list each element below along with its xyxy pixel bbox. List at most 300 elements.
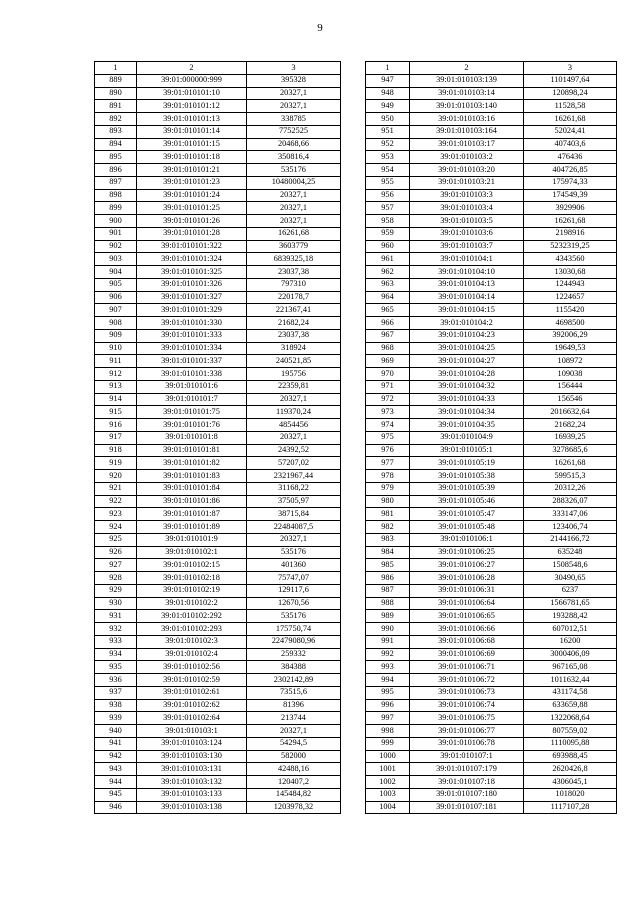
- table-row: [95, 788, 341, 801]
- cadastral-number-cell: 39:01:010102:15: [137, 559, 247, 572]
- table-row: [95, 725, 341, 738]
- table-row: [366, 674, 617, 687]
- value-cell: 10480004,25: [247, 176, 341, 189]
- table-row: [366, 788, 617, 801]
- value-cell: 195756: [247, 368, 341, 381]
- cadastral-number-cell: 39:01:010102:61: [137, 686, 247, 699]
- cadastral-number-cell: 39:01:010101:13: [137, 113, 247, 126]
- value-cell: 20327,1: [247, 202, 341, 215]
- table-row: [95, 164, 341, 177]
- cadastral-number-cell: 39:01:010106:69: [410, 648, 524, 661]
- value-cell: 599515,3: [524, 470, 617, 483]
- table-row: [95, 215, 341, 228]
- cadastral-number-cell: 39:01:010101:324: [137, 253, 247, 266]
- cadastral-number-cell: 39:01:010103:130: [137, 750, 247, 763]
- table-row: [366, 189, 617, 202]
- row-number-cell: 942: [95, 750, 137, 763]
- cadastral-number-cell: 39:01:010101:28: [137, 227, 247, 240]
- row-number-cell: 932: [95, 623, 137, 636]
- value-cell: 120898,24: [524, 87, 617, 100]
- value-cell: 1566781,65: [524, 597, 617, 610]
- row-number-cell: 917: [95, 431, 137, 444]
- table-row: [366, 495, 617, 508]
- value-cell: 2144166,72: [524, 533, 617, 546]
- cadastral-number-cell: 39:01:010102:4: [137, 648, 247, 661]
- value-cell: 4343560: [524, 253, 617, 266]
- table-row: [95, 699, 341, 712]
- row-number-cell: 1002: [366, 776, 410, 789]
- cadastral-number-cell: 39:01:010101:10: [137, 87, 247, 100]
- table-row: [366, 750, 617, 763]
- cadastral-number-cell: 39:01:010103:16: [410, 113, 524, 126]
- row-number-cell: 1004: [366, 801, 410, 814]
- row-number-cell: 893: [95, 125, 137, 138]
- row-number-cell: 890: [95, 87, 137, 100]
- cadastral-number-cell: 39:01:010103:140: [410, 100, 524, 113]
- row-number-cell: 957: [366, 202, 410, 215]
- cadastral-number-cell: 39:01:000000:999: [137, 74, 247, 87]
- value-cell: 1101497,64: [524, 74, 617, 87]
- row-number-cell: 996: [366, 699, 410, 712]
- cadastral-number-cell: 39:01:010101:26: [137, 215, 247, 228]
- row-number-cell: 946: [95, 801, 137, 814]
- value-cell: 175974,33: [524, 176, 617, 189]
- row-number-cell: 959: [366, 227, 410, 240]
- value-cell: 635248: [524, 546, 617, 559]
- value-cell: 73515,6: [247, 686, 341, 699]
- value-cell: 1508548,6: [524, 559, 617, 572]
- table-row: [95, 419, 341, 432]
- table-row: [95, 393, 341, 406]
- cadastral-number-cell: 39:01:010101:7: [137, 393, 247, 406]
- value-cell: 21682,24: [247, 317, 341, 330]
- value-cell: 123406,74: [524, 521, 617, 534]
- table-row: [366, 457, 617, 470]
- value-cell: 22479080,96: [247, 635, 341, 648]
- table-row: [95, 482, 341, 495]
- value-cell: 333147,06: [524, 508, 617, 521]
- row-number-cell: 928: [95, 572, 137, 585]
- table-row: [95, 559, 341, 572]
- table-row: [366, 113, 617, 126]
- table-row: [366, 431, 617, 444]
- cadastral-number-cell: 39:01:010103:20: [410, 164, 524, 177]
- value-cell: 31168,22: [247, 482, 341, 495]
- row-number-cell: 985: [366, 559, 410, 572]
- row-number-cell: 952: [366, 138, 410, 151]
- cadastral-number-cell: 39:01:010106:72: [410, 674, 524, 687]
- value-cell: 108972: [524, 355, 617, 368]
- value-cell: 3929906: [524, 202, 617, 215]
- value-cell: 607012,51: [524, 623, 617, 636]
- cadastral-number-cell: 39:01:010106:25: [410, 546, 524, 559]
- cadastral-number-cell: 39:01:010103:17: [410, 138, 524, 151]
- cadastral-number-cell: 39:01:010101:82: [137, 457, 247, 470]
- row-number-cell: 930: [95, 597, 137, 610]
- row-number-cell: 949: [366, 100, 410, 113]
- cadastral-number-cell: 39:01:010101:25: [137, 202, 247, 215]
- table-row: [366, 253, 617, 266]
- row-number-cell: 898: [95, 189, 137, 202]
- column-header: 1: [366, 62, 410, 75]
- row-number-cell: 960: [366, 240, 410, 253]
- cadastral-number-cell: 39:01:010103:139: [410, 74, 524, 87]
- table-row: [95, 648, 341, 661]
- row-number-cell: 997: [366, 712, 410, 725]
- row-number-cell: 906: [95, 291, 137, 304]
- table-row: [366, 444, 617, 457]
- cadastral-number-cell: 39:01:010101:75: [137, 406, 247, 419]
- table-row: [95, 406, 341, 419]
- table-row: [366, 635, 617, 648]
- cadastral-number-cell: 39:01:010107:181: [410, 801, 524, 814]
- cadastral-number-cell: 39:01:010101:329: [137, 304, 247, 317]
- value-cell: 535176: [247, 610, 341, 623]
- cadastral-number-cell: 39:01:010103:4: [410, 202, 524, 215]
- row-number-cell: 945: [95, 788, 137, 801]
- table-row: [95, 266, 341, 279]
- table-row: [366, 317, 617, 330]
- table-row: [95, 100, 341, 113]
- row-number-cell: 951: [366, 125, 410, 138]
- column-header: 3: [247, 62, 341, 75]
- table-row: [366, 725, 617, 738]
- cadastral-number-cell: 39:01:010103:6: [410, 227, 524, 240]
- table-row: [95, 470, 341, 483]
- value-cell: 318924: [247, 342, 341, 355]
- value-cell: 193288,42: [524, 610, 617, 623]
- value-cell: 24392,52: [247, 444, 341, 457]
- cadastral-number-cell: 39:01:010102:1: [137, 546, 247, 559]
- cadastral-number-cell: 39:01:010105:38: [410, 470, 524, 483]
- row-number-cell: 961: [366, 253, 410, 266]
- value-cell: 1011632,44: [524, 674, 617, 687]
- cadastral-number-cell: 39:01:010104:14: [410, 291, 524, 304]
- cadastral-number-cell: 39:01:010104:15: [410, 304, 524, 317]
- row-number-cell: 941: [95, 737, 137, 750]
- cadastral-number-cell: 39:01:010105:19: [410, 457, 524, 470]
- row-number-cell: 931: [95, 610, 137, 623]
- cadastral-number-cell: 39:01:010105:39: [410, 482, 524, 495]
- cadastral-number-cell: 39:01:010101:333: [137, 329, 247, 342]
- table-row: [366, 648, 617, 661]
- cadastral-number-cell: 39:01:010103:2: [410, 151, 524, 164]
- cadastral-number-cell: 39:01:010103:131: [137, 763, 247, 776]
- table-row: [95, 304, 341, 317]
- cadastral-number-cell: 39:01:010106:68: [410, 635, 524, 648]
- row-number-cell: 905: [95, 278, 137, 291]
- table-row: [366, 87, 617, 100]
- cadastral-number-cell: 39:01:010106:77: [410, 725, 524, 738]
- table-row: [95, 125, 341, 138]
- table-header-row: [95, 62, 341, 75]
- cadastral-number-cell: 39:01:010103:21: [410, 176, 524, 189]
- table-row: [95, 138, 341, 151]
- value-cell: 404726,85: [524, 164, 617, 177]
- row-number-cell: 969: [366, 355, 410, 368]
- row-number-cell: 927: [95, 559, 137, 572]
- value-cell: 213744: [247, 712, 341, 725]
- row-number-cell: 899: [95, 202, 137, 215]
- table-row: [95, 189, 341, 202]
- cadastral-number-cell: 39:01:010103:138: [137, 801, 247, 814]
- value-cell: 3278685,6: [524, 444, 617, 457]
- row-number-cell: 923: [95, 508, 137, 521]
- row-number-cell: 900: [95, 215, 137, 228]
- value-cell: 221367,41: [247, 304, 341, 317]
- table-row: [95, 87, 341, 100]
- table-row: [95, 329, 341, 342]
- value-cell: 1018020: [524, 788, 617, 801]
- row-number-cell: 938: [95, 699, 137, 712]
- row-number-cell: 993: [366, 661, 410, 674]
- row-number-cell: 988: [366, 597, 410, 610]
- cadastral-number-cell: 39:01:010105:46: [410, 495, 524, 508]
- row-number-cell: 934: [95, 648, 137, 661]
- cadastral-number-cell: 39:01:010106:71: [410, 661, 524, 674]
- cadastral-number-cell: 39:01:010106:66: [410, 623, 524, 636]
- row-number-cell: 897: [95, 176, 137, 189]
- cadastral-number-cell: 39:01:010107:180: [410, 788, 524, 801]
- table-header-row: [366, 62, 617, 75]
- value-cell: 16200: [524, 635, 617, 648]
- value-cell: 119370,24: [247, 406, 341, 419]
- row-number-cell: 920: [95, 470, 137, 483]
- cadastral-number-cell: 39:01:010103:124: [137, 737, 247, 750]
- table-row: [95, 227, 341, 240]
- table-row: [366, 125, 617, 138]
- cadastral-number-cell: 39:01:010107:1: [410, 750, 524, 763]
- value-cell: 220178,7: [247, 291, 341, 304]
- table-row: [366, 801, 617, 814]
- cadastral-number-cell: 39:01:010101:325: [137, 266, 247, 279]
- value-cell: 23037,38: [247, 329, 341, 342]
- row-number-cell: 984: [366, 546, 410, 559]
- row-number-cell: 918: [95, 444, 137, 457]
- cadastral-number-cell: 39:01:010101:87: [137, 508, 247, 521]
- row-number-cell: 896: [95, 164, 137, 177]
- cadastral-number-cell: 39:01:010102:62: [137, 699, 247, 712]
- cadastral-number-cell: 39:01:010106:28: [410, 572, 524, 585]
- table-row: [366, 100, 617, 113]
- table-row: [366, 559, 617, 572]
- table-row: [95, 610, 341, 623]
- value-cell: 81396: [247, 699, 341, 712]
- table-row: [95, 278, 341, 291]
- table-row: [95, 584, 341, 597]
- value-cell: 156546: [524, 393, 617, 406]
- cadastral-number-cell: 39:01:010102:2: [137, 597, 247, 610]
- cadastral-number-cell: 39:01:010102:64: [137, 712, 247, 725]
- table-row: [95, 317, 341, 330]
- table-row: [366, 597, 617, 610]
- cadastral-number-cell: 39:01:010101:15: [137, 138, 247, 151]
- value-cell: 431174,58: [524, 686, 617, 699]
- row-number-cell: 973: [366, 406, 410, 419]
- table-row: [366, 763, 617, 776]
- cadastral-number-cell: 39:01:010105:48: [410, 521, 524, 534]
- cadastral-number-cell: 39:01:010101:334: [137, 342, 247, 355]
- row-number-cell: 910: [95, 342, 137, 355]
- row-number-cell: 972: [366, 393, 410, 406]
- row-number-cell: 935: [95, 661, 137, 674]
- table-row: [366, 712, 617, 725]
- left-table: [94, 61, 341, 814]
- row-number-cell: 995: [366, 686, 410, 699]
- cadastral-number-cell: 39:01:010101:76: [137, 419, 247, 432]
- table-row: [366, 368, 617, 381]
- table-row: [366, 572, 617, 585]
- value-cell: 392006,29: [524, 329, 617, 342]
- cadastral-number-cell: 39:01:010101:81: [137, 444, 247, 457]
- table-row: [95, 342, 341, 355]
- table-row: [95, 661, 341, 674]
- cadastral-number-cell: 39:01:010103:133: [137, 788, 247, 801]
- cadastral-number-cell: 39:01:010101:14: [137, 125, 247, 138]
- cadastral-number-cell: 39:01:010104:32: [410, 380, 524, 393]
- value-cell: 20327,1: [247, 100, 341, 113]
- table-row: [95, 712, 341, 725]
- table-row: [366, 202, 617, 215]
- row-number-cell: 889: [95, 74, 137, 87]
- row-number-cell: 991: [366, 635, 410, 648]
- value-cell: 57207,02: [247, 457, 341, 470]
- value-cell: 20312,26: [524, 482, 617, 495]
- table-row: [95, 113, 341, 126]
- cadastral-number-cell: 39:01:010104:28: [410, 368, 524, 381]
- row-number-cell: 894: [95, 138, 137, 151]
- table-row: [366, 610, 617, 623]
- table-row: [366, 329, 617, 342]
- row-number-cell: 999: [366, 737, 410, 750]
- value-cell: 37505,97: [247, 495, 341, 508]
- value-cell: 535176: [247, 546, 341, 559]
- cadastral-number-cell: 39:01:010106:78: [410, 737, 524, 750]
- row-number-cell: 929: [95, 584, 137, 597]
- value-cell: 20327,1: [247, 87, 341, 100]
- table-row: [95, 240, 341, 253]
- value-cell: 1322068,64: [524, 712, 617, 725]
- row-number-cell: 974: [366, 419, 410, 432]
- value-cell: 19649,53: [524, 342, 617, 355]
- cadastral-number-cell: 39:01:010103:132: [137, 776, 247, 789]
- cadastral-number-cell: 39:01:010106:74: [410, 699, 524, 712]
- column-header: 3: [524, 62, 617, 75]
- row-number-cell: 978: [366, 470, 410, 483]
- cadastral-number-cell: 39:01:010102:19: [137, 584, 247, 597]
- row-number-cell: 1000: [366, 750, 410, 763]
- row-number-cell: 903: [95, 253, 137, 266]
- table-row: [95, 457, 341, 470]
- cadastral-number-cell: 39:01:010101:23: [137, 176, 247, 189]
- table-row: [95, 776, 341, 789]
- cadastral-number-cell: 39:01:010106:73: [410, 686, 524, 699]
- row-number-cell: 986: [366, 572, 410, 585]
- row-number-cell: 937: [95, 686, 137, 699]
- table-row: [366, 215, 617, 228]
- row-number-cell: 987: [366, 584, 410, 597]
- right-table-body: [366, 74, 617, 814]
- row-number-cell: 954: [366, 164, 410, 177]
- table-row: [366, 176, 617, 189]
- table-row: [366, 546, 617, 559]
- cadastral-number-cell: 39:01:010103:5: [410, 215, 524, 228]
- row-number-cell: 994: [366, 674, 410, 687]
- table-row: [95, 151, 341, 164]
- table-row: [366, 776, 617, 789]
- cadastral-number-cell: 39:01:010103:1: [137, 725, 247, 738]
- cadastral-number-cell: 39:01:010101:8: [137, 431, 247, 444]
- table-row: [95, 801, 341, 814]
- table-row: [366, 74, 617, 87]
- value-cell: 633659,88: [524, 699, 617, 712]
- table-row: [366, 266, 617, 279]
- left-table-body: [95, 74, 341, 814]
- page-number: 9: [317, 22, 323, 34]
- table-row: [95, 686, 341, 699]
- value-cell: 240521,85: [247, 355, 341, 368]
- value-cell: 350816,4: [247, 151, 341, 164]
- table-row: [366, 278, 617, 291]
- value-cell: 7752525: [247, 125, 341, 138]
- value-cell: 20327,1: [247, 189, 341, 202]
- cadastral-number-cell: 39:01:010106:64: [410, 597, 524, 610]
- cadastral-number-cell: 39:01:010104:10: [410, 266, 524, 279]
- value-cell: 2198916: [524, 227, 617, 240]
- row-number-cell: 962: [366, 266, 410, 279]
- value-cell: 259332: [247, 648, 341, 661]
- cadastral-number-cell: 39:01:010106:1: [410, 533, 524, 546]
- value-cell: 3000406,09: [524, 648, 617, 661]
- value-cell: 75747,07: [247, 572, 341, 585]
- value-cell: 693988,45: [524, 750, 617, 763]
- value-cell: 1224657: [524, 291, 617, 304]
- row-number-cell: 965: [366, 304, 410, 317]
- row-number-cell: 891: [95, 100, 137, 113]
- cadastral-number-cell: 39:01:010101:84: [137, 482, 247, 495]
- row-number-cell: 944: [95, 776, 137, 789]
- table-row: [95, 355, 341, 368]
- cadastral-number-cell: 39:01:010104:34: [410, 406, 524, 419]
- cadastral-number-cell: 39:01:010107:179: [410, 763, 524, 776]
- cadastral-number-cell: 39:01:010101:330: [137, 317, 247, 330]
- value-cell: 20327,1: [247, 725, 341, 738]
- row-number-cell: 919: [95, 457, 137, 470]
- row-number-cell: 924: [95, 521, 137, 534]
- value-cell: 582000: [247, 750, 341, 763]
- value-cell: 4306045,1: [524, 776, 617, 789]
- table-row: [366, 164, 617, 177]
- row-number-cell: 990: [366, 623, 410, 636]
- value-cell: 16261,68: [247, 227, 341, 240]
- column-header: 1: [95, 62, 137, 75]
- row-number-cell: 977: [366, 457, 410, 470]
- table-row: [95, 533, 341, 546]
- row-number-cell: 953: [366, 151, 410, 164]
- row-number-cell: 939: [95, 712, 137, 725]
- table-row: [366, 393, 617, 406]
- row-number-cell: 975: [366, 431, 410, 444]
- row-number-cell: 981: [366, 508, 410, 521]
- table-row: [366, 737, 617, 750]
- cadastral-number-cell: 39:01:010104:2: [410, 317, 524, 330]
- cadastral-number-cell: 39:01:010103:7: [410, 240, 524, 253]
- cadastral-number-cell: 39:01:010102:59: [137, 674, 247, 687]
- row-number-cell: 958: [366, 215, 410, 228]
- cadastral-number-cell: 39:01:010106:27: [410, 559, 524, 572]
- column-header: 2: [137, 62, 247, 75]
- value-cell: 22484087,5: [247, 521, 341, 534]
